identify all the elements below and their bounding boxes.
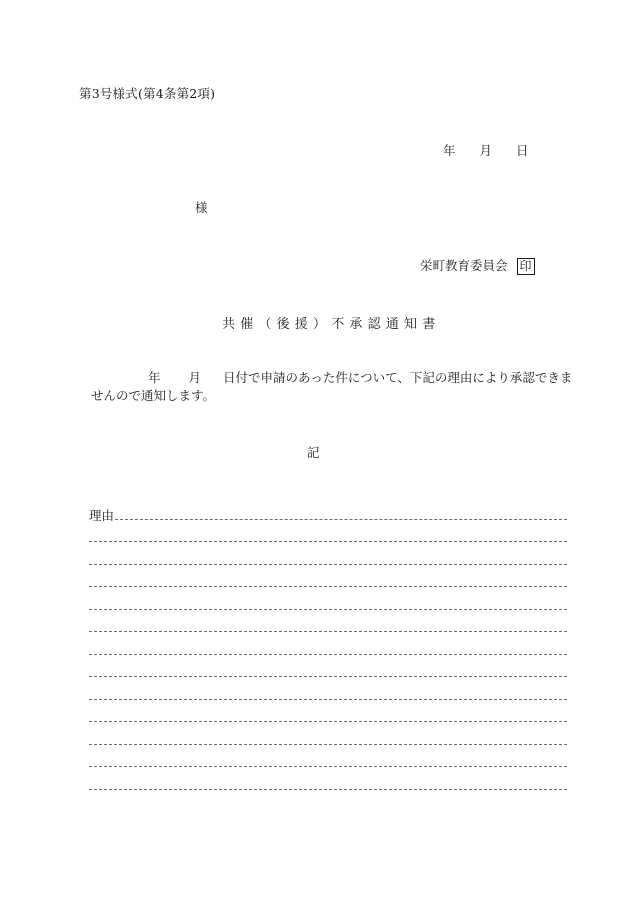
reason-line [89,676,567,677]
body-line-1 [148,368,572,386]
body-line-2: せんので通知します。 [91,388,216,403]
form-number: 第3号様式(第4条第2項) [79,86,216,101]
reason-line [89,789,567,790]
reason-line [89,564,567,565]
reason-line [89,766,567,767]
date-line [443,141,529,159]
date-month: 月 [479,143,493,158]
sender-name: 栄町教育委員会 [420,258,508,273]
reason-line [89,541,567,542]
reason-line [89,721,567,722]
reason-line [89,699,567,700]
date-day: 日 [516,143,529,158]
reason-line [89,609,567,610]
body-line-1-text: 日付で申請のあった件について、下記の理由により承認できま [223,370,573,385]
seal-mark: 印 [517,258,535,275]
ki-heading: 記 [307,445,320,460]
document-title: 共催（後援）不承認通知書 [222,317,441,332]
date-year: 年 [443,143,456,158]
sender-block [420,256,535,275]
reason-line [89,654,567,655]
reason-line [89,586,567,587]
reason-line [115,519,567,520]
recipient-suffix: 様 [195,200,208,215]
reason-line [89,744,567,745]
reason-line [89,631,567,632]
body-month: 月 [188,370,202,385]
reason-label: 理由 [89,508,115,523]
body-year: 年 [148,370,161,385]
